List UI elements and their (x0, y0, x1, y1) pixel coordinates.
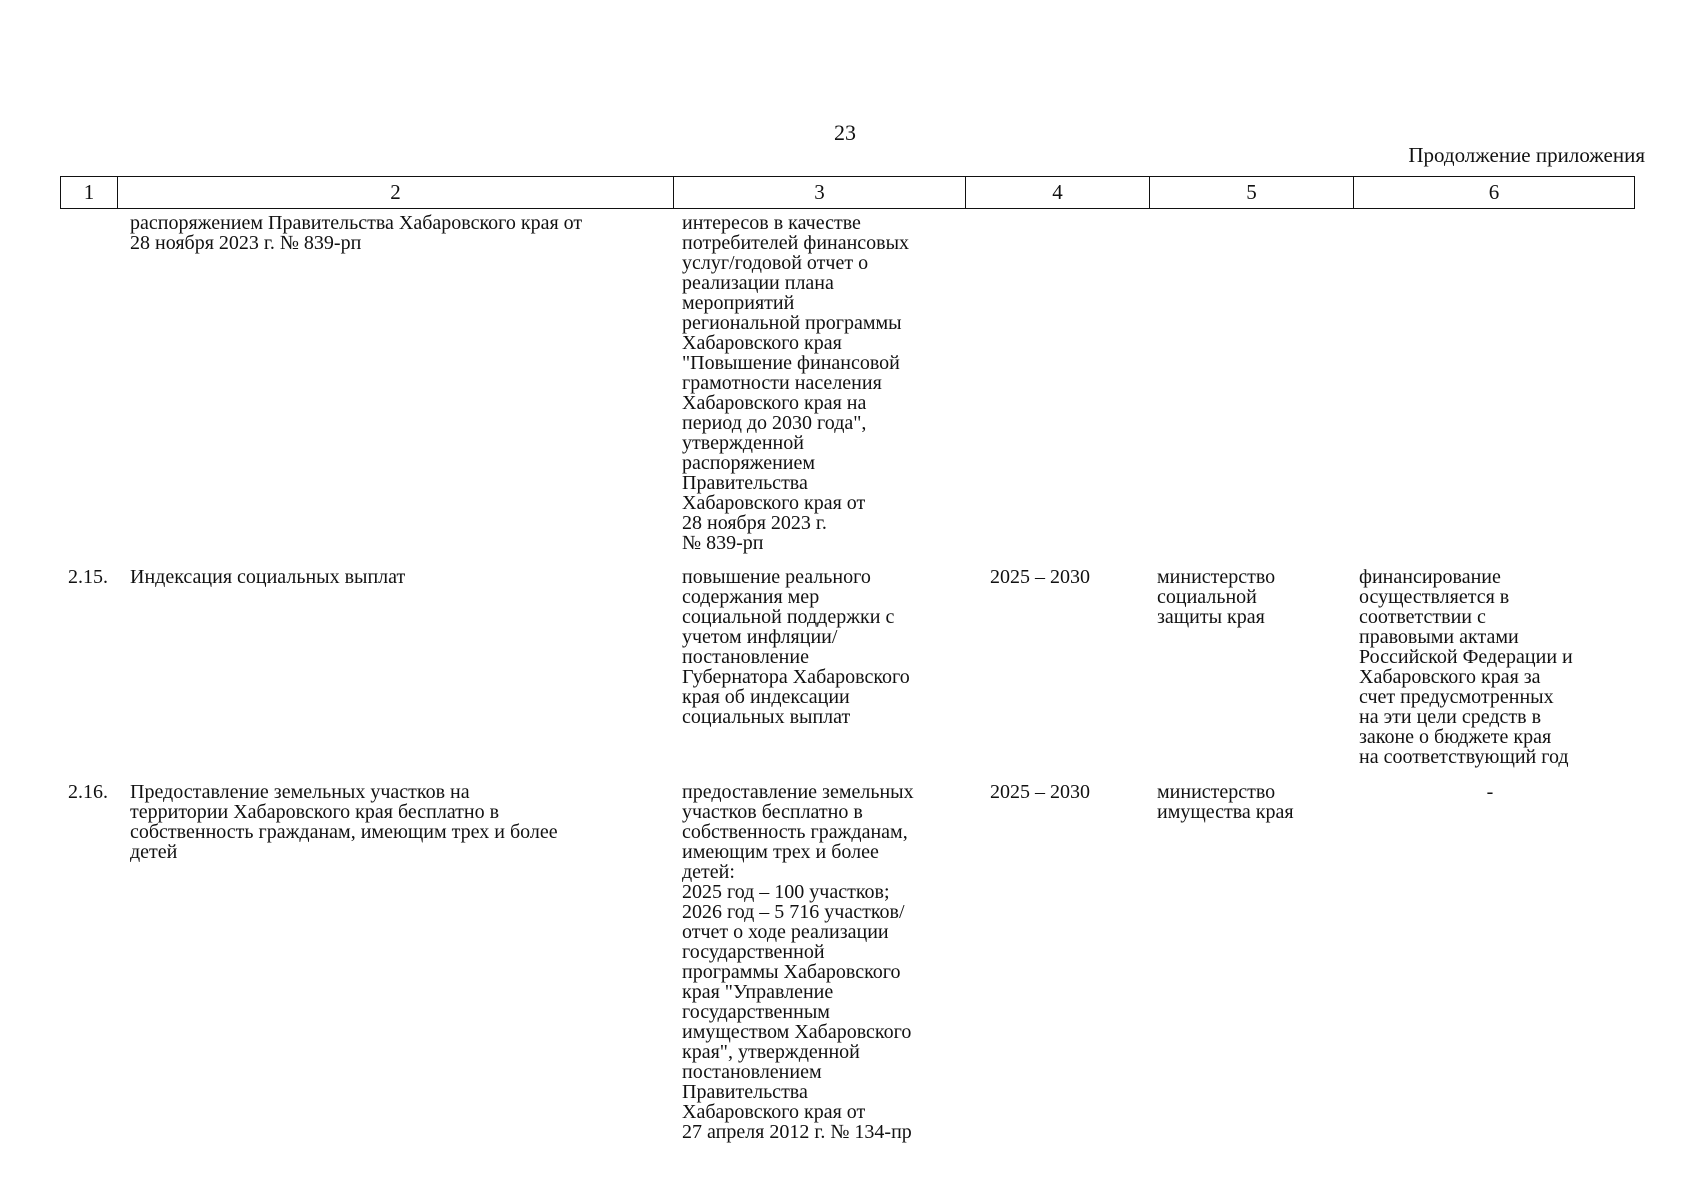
cell-financing: - (1486, 781, 1494, 803)
cell-number: 2.16. (68, 781, 108, 803)
column-header-5: 5 (1149, 177, 1353, 208)
page-number: 23 (834, 120, 856, 145)
cell-executor: министерство социальной защиты края (1157, 566, 1276, 628)
table-header-row (60, 176, 1635, 209)
column-header-2: 2 (117, 177, 673, 208)
column-header-1: 1 (83, 180, 95, 204)
cell-result: повышение реального содержания мер социальной поддержки с учетом инфляции/ постановление Губернатора Хабаровского края об индексации социальных выплат (682, 566, 910, 728)
cell-financing: финансирование осуществляется в соответствии с правовыми актами Российской Федерации и Хабаровского края за счет предусмотренных на эти цели средств в законе о бюджете края на соответствующий год (1359, 566, 1573, 768)
cell-period: 2025 – 2030 (990, 781, 1090, 803)
cell-period: 2025 – 2030 (990, 566, 1090, 588)
cell-measure: Индексация социальных выплат (130, 566, 406, 588)
cell-number: 2.15. (68, 566, 108, 588)
column-header-4: 4 (965, 177, 1149, 208)
column-header-6: 6 (1353, 177, 1634, 208)
cell-executor: министерство имущества края (1157, 781, 1294, 823)
continuation-title: Продолжение приложения (1408, 143, 1645, 167)
cell-result: интересов в качестве потребителей финансовых услуг/годовой отчет о реализации плана мероприятий региональной программы Хабаровского края "Повышение финансовой грамотности населения Хабаровского края на период до 2030 года", утвержденной распоряжением Правительства Хабаровского края от 28 ноября 2023 г. № 839-рп (682, 212, 910, 554)
cell-result: предоставление земельных участков бесплатно в собственность гражданам, имеющим трех и более детей: 2025 год – 100 участков; 2026 год – 5 716 участков/ отчет о ходе реализации государственной программы Хабаровского края "Управление государственным имуществом Хабаровского края", утвержденной постановлением Правительства Хабаровского края от 27 апреля 2012 г. № 134-пр (682, 781, 914, 1143)
cell-measure: распоряжением Правительства Хабаровского края от 28 ноября 2023 г. № 839-рп (130, 212, 583, 254)
column-header-3: 3 (673, 177, 965, 208)
cell-measure: Предоставление земельных участков на территории Хабаровского края бесплатно в собственность гражданам, имеющим трех и более детей (130, 781, 558, 863)
